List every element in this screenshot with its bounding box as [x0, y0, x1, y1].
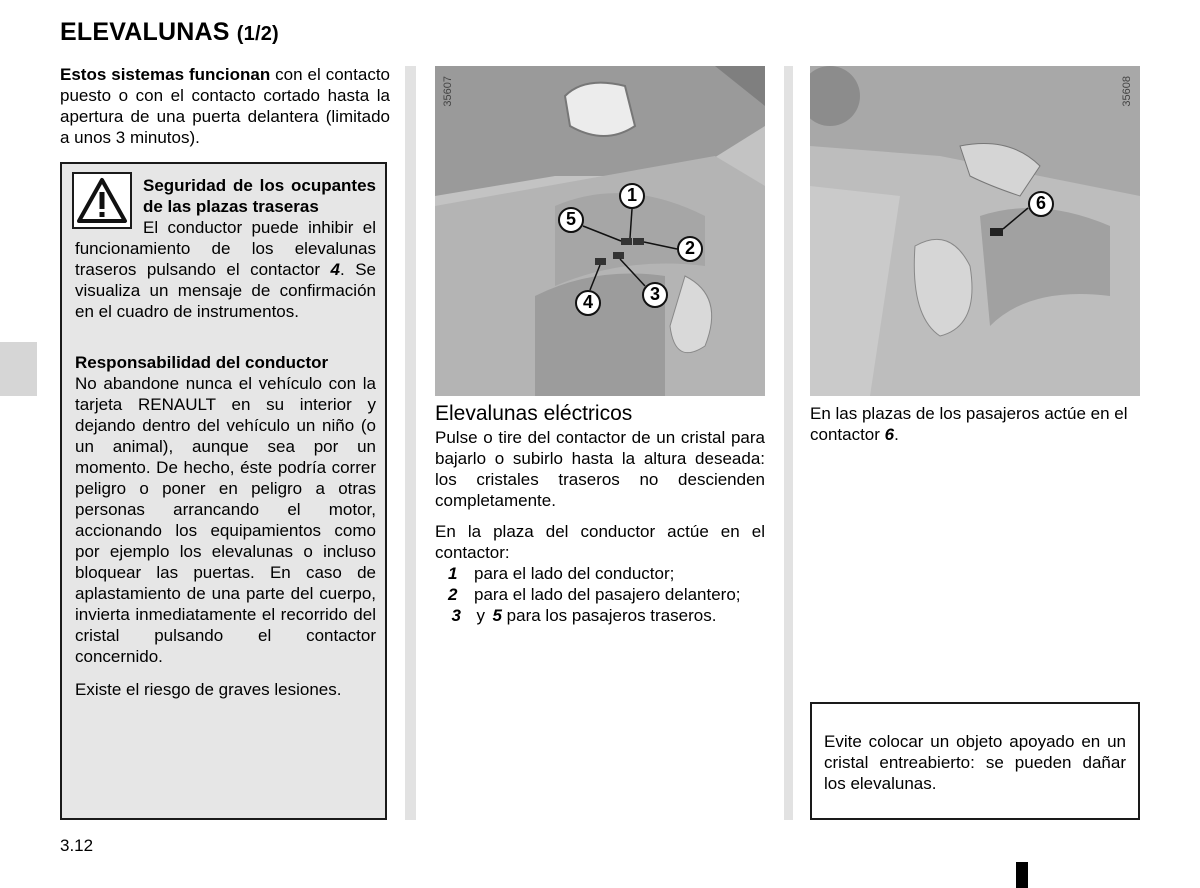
list-item: 3 y 5 para los pasajeros traseros.	[451, 606, 717, 625]
callout-3: 3	[642, 282, 668, 308]
callout-4: 4	[575, 290, 601, 316]
warning-paragraph-1: El conductor puede inhibir el funcionamiento de los elevalunas traseros pulsando el contactor 4. Se visualiza un mensaje de confirmación en el cuadro de instrumentos.	[75, 218, 376, 321]
callout-2: 2	[677, 236, 703, 262]
driver-door-photo	[435, 66, 765, 396]
section-paragraph-1: Pulse o tire del contactor de un cristal para bajarlo o subirlo hasta la altura deseada: los cristales traseros no descienden completamente.	[435, 428, 765, 510]
warning-paragraph-2: No abandone nunca el vehículo con la tarjeta RENAULT en su interior y dejando dentro del vehículo un niño (o un animal), aunque sea por un momento. De hecho, éste podría correr peligro o poner en peligro a otras personas arrancando el motor, accionando los equipamientos como por ejemplo los elevalunas o incluso bloquear las puertas. En caso de aplastamiento de una parte del cuerpo, invierta inmediatamente el recorrido del cristal pulsando el contactor concernido.	[75, 374, 376, 666]
figure-1-code: 35607	[442, 76, 454, 107]
warning-heading: Seguridad de los ocupantes de las plazas traseras	[143, 176, 376, 216]
section-heading: Elevalunas eléctricos	[435, 402, 633, 425]
list-item: 2 para el lado del pasajero delantero;	[448, 585, 741, 604]
column-divider-1	[405, 66, 416, 820]
warning-heading-2: Responsabilidad del conductor	[75, 353, 329, 372]
passenger-paragraph: En las plazas de los pasajeros actúe en el contactor 6.	[810, 404, 1128, 444]
callout-1: 1	[619, 183, 645, 209]
note-text: Evite colocar un objeto apoyado en un cristal entreabierto: se pueden dañar los elevalunas.	[824, 732, 1126, 793]
passenger-door-photo	[810, 66, 1140, 396]
chapter-tab-marker	[0, 342, 37, 396]
page-number: 3.12	[60, 836, 94, 855]
column-divider-2	[784, 66, 793, 820]
title-main: ELEVALUNAS	[60, 18, 230, 46]
intro-paragraph: Estos sistemas funcionan con el contacto puesto o con el contacto cortado hasta la apertura de una puerta delantera (limitado a unos 3 minutos).	[60, 65, 390, 147]
footer-marker-bar	[1016, 862, 1028, 888]
page-title	[60, 18, 279, 47]
warning-paragraph-3: Existe el riesgo de graves lesiones.	[75, 680, 342, 699]
section-paragraph-2: En la plaza del conductor actúe en el contactor:	[435, 522, 765, 562]
title-part: (1/2)	[236, 23, 279, 45]
callout-6: 6	[1028, 191, 1054, 217]
list-item: 1 para el lado del conductor;	[448, 564, 675, 583]
figure-2-code: 35608	[1121, 76, 1133, 107]
contactor-list	[435, 563, 765, 626]
callout-5: 5	[558, 207, 584, 233]
